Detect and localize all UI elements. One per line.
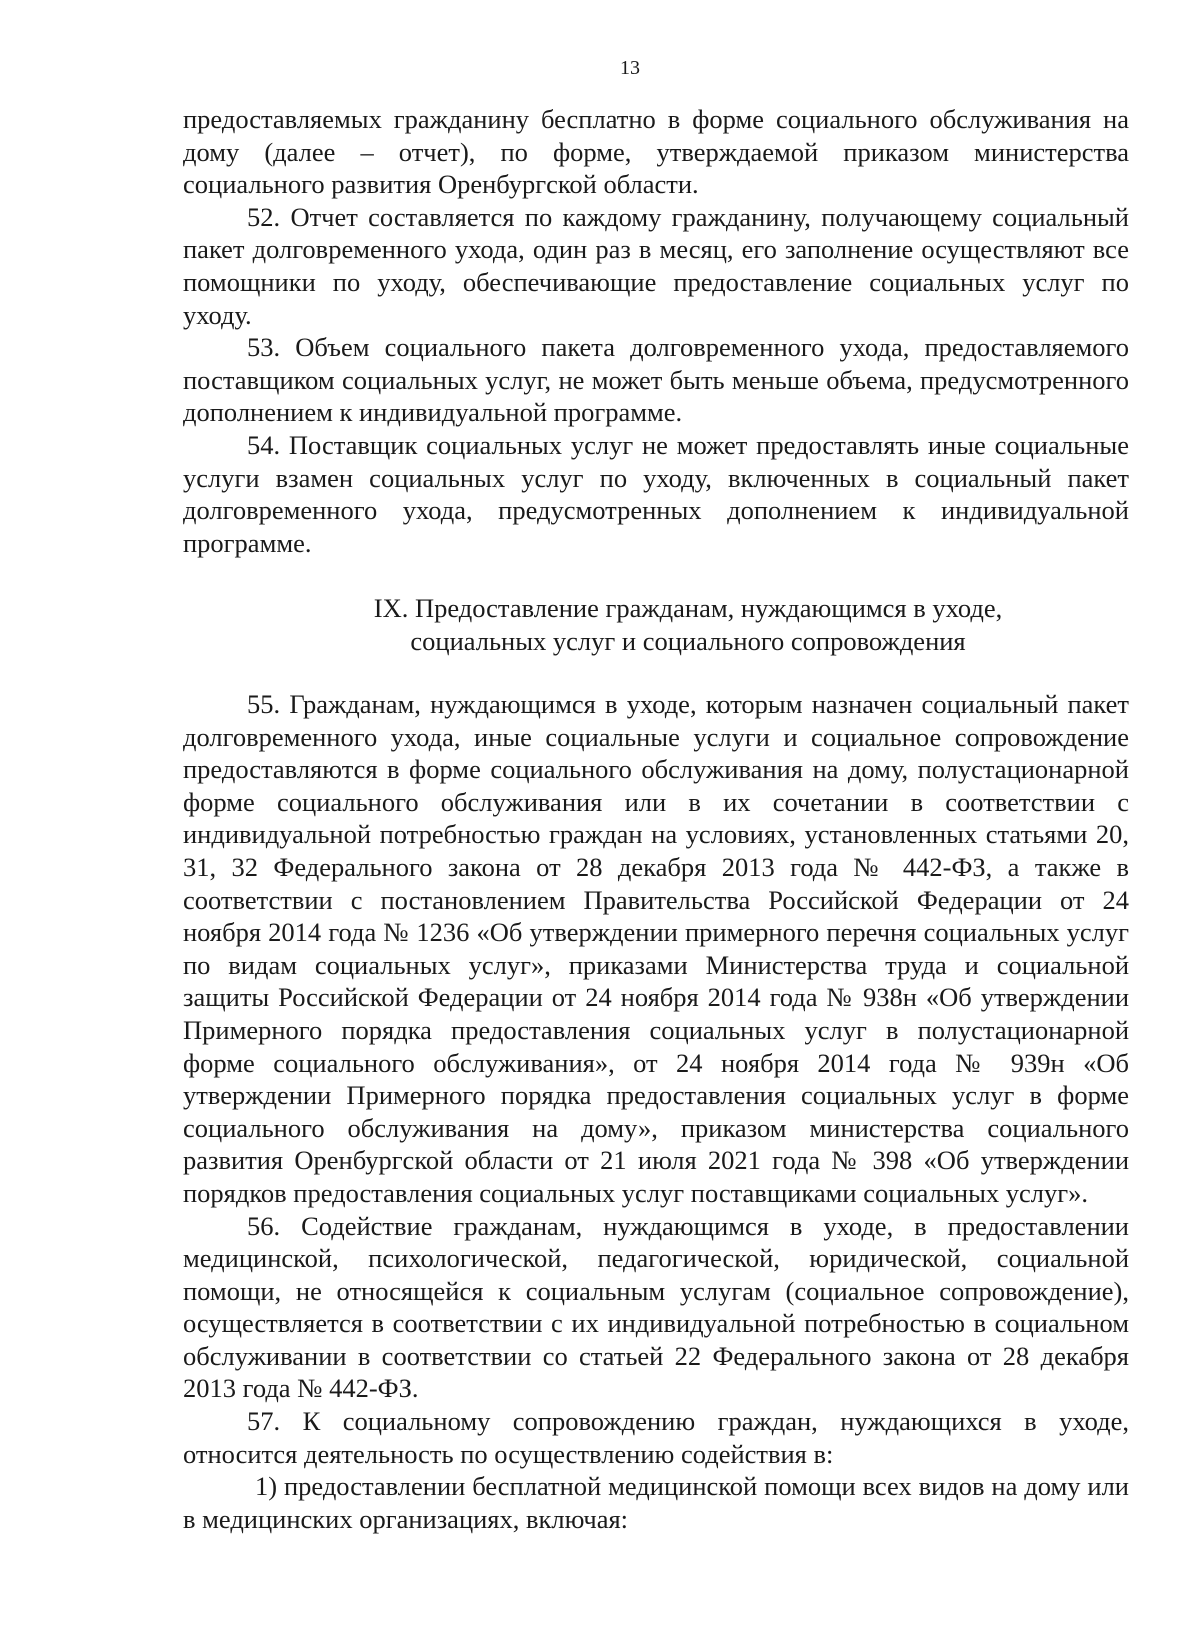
paragraph-52: 52. Отчет составляется по каждому гражданину, получающему социальный пакет долговременного ухода, один раз в месяц, его заполнение осуществляют все помощники по уходу, обеспечивающие предоставление социальных услуг по уходу. [183, 201, 1129, 330]
paragraph-56: 56. Содействие гражданам, нуждающимся в уходе, в предоставлении медицинской, психологической, педагогической, юридической, социальной помощи, не относящейся к социальным услугам (социальное сопровождение), осуществляется в соответствии с их индивидуальной потребностью в социальном обслуживании в соответствии со статьей 22 Федерального закона от 28 декабря 2013 года № 442-ФЗ. [183, 1210, 1129, 1404]
list-item-1: 1) предоставлении бесплатной медицинской помощи всех видов на дому или в медицинских организациях, включая: [183, 1471, 1129, 1534]
paragraph-57: 57. К социальному сопровождению граждан, нуждающихся в уходе, относится деятельность по осуществлению содействия в: [183, 1406, 1129, 1469]
text-block-before-heading [183, 103, 1129, 559]
text-block-after-heading [183, 688, 1129, 1535]
section-heading [183, 592, 1193, 657]
paragraph-continuation: предоставляемых гражданину бесплатно в форме социального обслуживания на дому (далее – отчет), по форме, утверждаемой приказом министерства социального развития Оренбургской области. [183, 104, 1129, 200]
page-number: 13 [620, 57, 640, 79]
section-heading-line-1: IX. Предоставление гражданам, нуждающимся в уходе, [373, 593, 1003, 623]
section-heading-line-2: социальных услуг и социального сопровождения [410, 625, 966, 656]
paragraph-55: 55. Гражданам, нуждающимся в уходе, которым назначен социальный пакет долговременного ухода, иные социальные услуги и социальное сопровождение предоставляются в форме социального обслуживания на дому, полустационарной форме социального обслуживания или в их сочетании в соответствии с индивидуальной потребностью граждан на условиях, установленных статьями 20, 31, 32 Федерального закона от 28 декабря 2013 года № 442-ФЗ, а также в соответствии с постановлением Правительства Российской Федерации от 24 ноября 2014 года № 1236 «Об утверждении примерного перечня социальных услуг по видам социальных услуг», приказами Министерства труда и социальной защиты Российской Федерации от 24 ноября 2014 года № 938н «Об утверждении Примерного порядка предоставления социальных услуг в полустационарной форме социального обслуживания», от 24 ноября 2014 года № 939н «Об утверждении Примерного порядка предоставления социальных услуг в форме социального обслуживания на дому», приказом министерства социального развития Оренбургской области от 21 июля 2021 года № 398 «Об утверждении порядков предоставления социальных услуг поставщиками социальных услуг». [183, 689, 1129, 1208]
paragraph-53: 53. Объем социального пакета долговременного ухода, предоставляемого поставщиком социальных услуг, не может быть меньше объема, предусмотренного дополнением к индивидуальной программе. [183, 332, 1129, 428]
paragraph-54: 54. Поставщик социальных услуг не может предоставлять иные социальные услуги взамен социальных услуг по уходу, включенных в социальный пакет долговременного ухода, предусмотренных дополнением к индивидуальной программе. [183, 429, 1129, 558]
